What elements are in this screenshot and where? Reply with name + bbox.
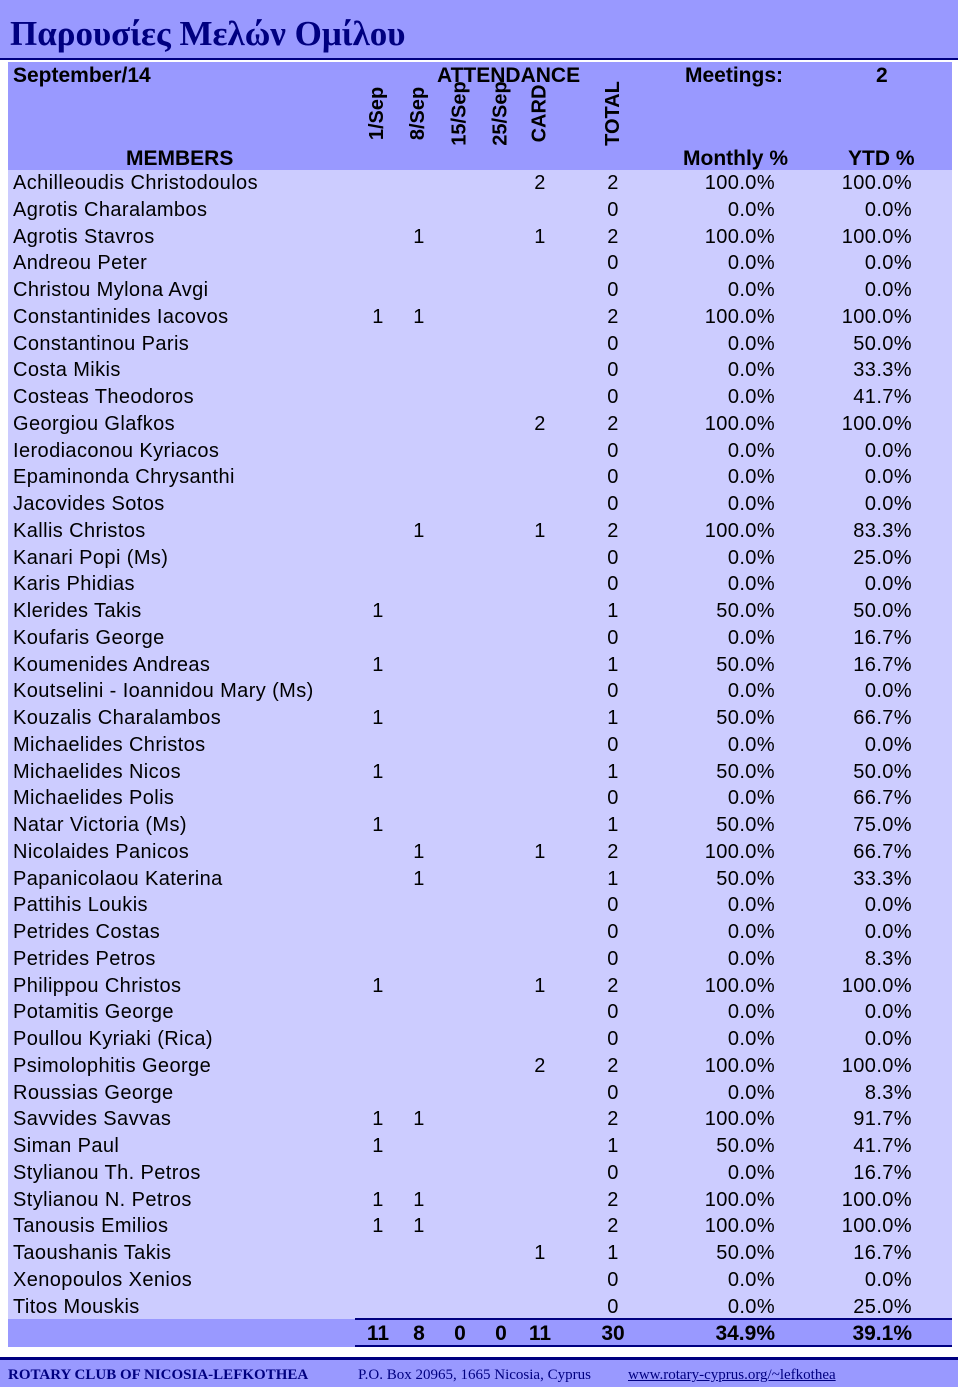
ytd-percent-cell: 41.7% bbox=[853, 386, 912, 408]
member-name: Costa Mikis bbox=[13, 359, 121, 382]
monthly-percent-cell: 0.0% bbox=[727, 947, 775, 970]
date-1-cell: 1 bbox=[372, 1108, 384, 1131]
member-name: Roussias George bbox=[13, 1081, 174, 1104]
date-column-header bbox=[445, 58, 475, 168]
ytd-percent-cell: 0.0% bbox=[864, 680, 912, 703]
ytd-percent-cell: 0.0% bbox=[864, 252, 912, 275]
table-row bbox=[0, 625, 960, 652]
monthly-percent-cell: 0.0% bbox=[727, 1268, 775, 1291]
table-row bbox=[0, 1160, 960, 1187]
ytd-percent-cell: 50.0% bbox=[853, 760, 912, 783]
total-cell: 2 bbox=[607, 172, 619, 194]
date-2-cell: 1 bbox=[413, 305, 425, 328]
monthly-percent-cell: 0.0% bbox=[727, 680, 775, 703]
monthly-percent-cell: 100.0% bbox=[704, 840, 775, 863]
table-row bbox=[0, 678, 960, 705]
ytd-percent-cell: 66.7% bbox=[853, 840, 912, 863]
monthly-percent-cell: 50.0% bbox=[716, 1242, 775, 1264]
card-cell: 2 bbox=[534, 1054, 546, 1077]
total-cell: 0 bbox=[607, 1081, 619, 1104]
total-date-2: 8 bbox=[413, 1322, 425, 1345]
date-1-cell: 1 bbox=[372, 814, 384, 836]
table-row bbox=[0, 1133, 960, 1160]
title-bar bbox=[0, 0, 958, 60]
date-1-cell: 1 bbox=[372, 653, 384, 676]
monthly-percent-cell: 0.0% bbox=[727, 439, 775, 462]
total-date-1: 11 bbox=[366, 1322, 390, 1345]
date-column-header bbox=[404, 58, 434, 168]
table-row bbox=[0, 759, 960, 786]
table-row bbox=[0, 411, 960, 438]
total-cell: 0 bbox=[607, 947, 619, 970]
date-column-header bbox=[486, 58, 516, 168]
total-cell: 2 bbox=[607, 1108, 619, 1131]
grand-total: 30 bbox=[601, 1322, 625, 1345]
member-name: Karis Phidias bbox=[13, 573, 135, 596]
member-name: Philippou Christos bbox=[13, 974, 182, 997]
meetings-count: 2 bbox=[876, 64, 888, 87]
table-row bbox=[0, 812, 960, 839]
ytd-percent-cell: 25.0% bbox=[853, 546, 912, 569]
member-name: Andreou Peter bbox=[13, 252, 148, 275]
members-column-header: MEMBERS bbox=[126, 147, 234, 170]
monthly-percent-cell: 100.0% bbox=[704, 412, 775, 435]
table-row bbox=[0, 1240, 960, 1267]
member-name: Kouzalis Charalambos bbox=[13, 707, 222, 729]
monthly-percent-cell: 0.0% bbox=[727, 1161, 775, 1184]
table-row bbox=[0, 866, 960, 893]
table-row bbox=[0, 197, 960, 224]
table-row bbox=[0, 919, 960, 946]
total-cell: 0 bbox=[607, 1028, 619, 1050]
total-cell: 0 bbox=[607, 279, 619, 301]
card-cell: 1 bbox=[534, 974, 546, 997]
ytd-percent-cell: 100.0% bbox=[841, 412, 912, 435]
member-name: Papanicolaou Katerina bbox=[13, 867, 223, 890]
total-cell: 1 bbox=[607, 707, 619, 729]
ytd-percent-cell: 100.0% bbox=[841, 305, 912, 328]
total-ytd-percent: 39.1% bbox=[852, 1322, 912, 1345]
table-row bbox=[0, 438, 960, 465]
member-name: Constantinou Paris bbox=[13, 332, 190, 355]
card-label: CARD bbox=[528, 84, 551, 142]
table-row bbox=[0, 170, 960, 197]
card-cell: 1 bbox=[534, 225, 546, 248]
table-row bbox=[0, 331, 960, 358]
total-cell: 2 bbox=[607, 305, 619, 328]
total-cell: 0 bbox=[607, 252, 619, 275]
ytd-percent-cell: 100.0% bbox=[841, 172, 912, 194]
total-cell: 1 bbox=[607, 814, 619, 836]
monthly-percent-cell: 0.0% bbox=[727, 1295, 775, 1318]
monthly-percent-cell: 0.0% bbox=[727, 733, 775, 756]
total-cell: 0 bbox=[607, 680, 619, 703]
total-cell: 0 bbox=[607, 921, 619, 943]
ytd-percent-cell: 8.3% bbox=[864, 1081, 912, 1104]
member-name: Michaelides Polis bbox=[13, 787, 175, 810]
member-name: Agrotis Charalambos bbox=[13, 198, 208, 221]
monthly-percent-cell: 50.0% bbox=[716, 600, 775, 622]
table-row bbox=[0, 652, 960, 679]
ytd-percent-cell: 16.7% bbox=[853, 653, 912, 676]
meetings-label: Meetings: bbox=[685, 64, 784, 87]
monthly-percent-cell: 0.0% bbox=[727, 252, 775, 275]
member-name: Xenopoulos Xenios bbox=[13, 1268, 193, 1291]
totals-row bbox=[0, 1320, 960, 1347]
totals-bottom-rule bbox=[355, 1345, 952, 1347]
ytd-percent-cell: 100.0% bbox=[841, 974, 912, 997]
ytd-percent-cell: 0.0% bbox=[864, 921, 912, 943]
monthly-percent-cell: 50.0% bbox=[716, 653, 775, 676]
monthly-percent-cell: 0.0% bbox=[727, 493, 775, 515]
table-row bbox=[0, 304, 960, 331]
total-cell: 0 bbox=[607, 332, 619, 355]
table-row bbox=[0, 1080, 960, 1107]
total-cell: 0 bbox=[607, 1268, 619, 1291]
total-cell: 2 bbox=[607, 225, 619, 248]
card-column-header bbox=[525, 58, 555, 168]
monthly-percent-cell: 100.0% bbox=[704, 519, 775, 542]
date-2-cell: 1 bbox=[413, 1108, 425, 1131]
member-name: Savvides Savvas bbox=[13, 1108, 172, 1131]
card-cell: 1 bbox=[534, 840, 546, 863]
total-card: 11 bbox=[528, 1322, 552, 1345]
monthly-percent-cell: 50.0% bbox=[716, 707, 775, 729]
member-name: Stylianou Th. Petros bbox=[13, 1161, 201, 1184]
monthly-percent-cell: 50.0% bbox=[716, 814, 775, 836]
monthly-percent-cell: 100.0% bbox=[704, 1054, 775, 1077]
total-cell: 1 bbox=[607, 760, 619, 783]
table-row bbox=[0, 357, 960, 384]
date-label: 15/Sep bbox=[448, 80, 471, 146]
ytd-percent-cell: 50.0% bbox=[853, 332, 912, 355]
monthly-percent-cell: 100.0% bbox=[704, 172, 775, 194]
date-1-cell: 1 bbox=[372, 1135, 384, 1157]
table-row bbox=[0, 892, 960, 919]
ytd-percent-cell: 33.3% bbox=[853, 359, 912, 382]
ytd-percent-cell: 16.7% bbox=[853, 1242, 912, 1264]
ytd-percent-cell: 0.0% bbox=[864, 894, 912, 917]
ytd-percent-cell: 0.0% bbox=[864, 1028, 912, 1050]
member-name: Ierodiaconou Kyriacos bbox=[13, 439, 220, 462]
member-name: Pattihis Loukis bbox=[13, 894, 148, 917]
ytd-percent-cell: 100.0% bbox=[841, 1054, 912, 1077]
monthly-percent-cell: 0.0% bbox=[727, 921, 775, 943]
total-cell: 0 bbox=[607, 787, 619, 810]
total-cell: 0 bbox=[607, 198, 619, 221]
member-name: Epaminonda Chrysanthi bbox=[13, 466, 235, 489]
monthly-percent-cell: 100.0% bbox=[704, 1215, 775, 1238]
total-cell: 0 bbox=[607, 386, 619, 408]
member-name: Kanari Popi (Ms) bbox=[13, 546, 169, 569]
date-1-cell: 1 bbox=[372, 974, 384, 997]
date-1-cell: 1 bbox=[372, 305, 384, 328]
ytd-percent-cell: 75.0% bbox=[853, 814, 912, 836]
monthly-percent-cell: 100.0% bbox=[704, 974, 775, 997]
monthly-percent-cell: 0.0% bbox=[727, 573, 775, 596]
member-name: Koumenides Andreas bbox=[13, 653, 211, 676]
monthly-percent-cell: 0.0% bbox=[727, 546, 775, 569]
member-name: Georgiou Glafkos bbox=[13, 412, 176, 435]
table-row bbox=[0, 973, 960, 1000]
date-1-cell: 1 bbox=[372, 600, 384, 622]
total-date-4: 0 bbox=[495, 1322, 507, 1345]
member-name: Nicolaides Panicos bbox=[13, 840, 190, 863]
total-cell: 0 bbox=[607, 466, 619, 489]
total-cell: 0 bbox=[607, 1295, 619, 1318]
club-address: P.O. Box 20965, 1665 Nicosia, Cyprus bbox=[358, 1367, 591, 1383]
website-link[interactable]: www.rotary-cyprus.org/~lefkothea bbox=[628, 1367, 836, 1383]
member-name: Natar Victoria (Ms) bbox=[13, 814, 187, 836]
table-row bbox=[0, 1294, 960, 1321]
total-date-3: 0 bbox=[454, 1322, 466, 1345]
card-cell: 2 bbox=[534, 172, 546, 194]
table-row bbox=[0, 785, 960, 812]
member-name: Koutselini - Ioannidou Mary (Ms) bbox=[13, 680, 314, 703]
table-row bbox=[0, 999, 960, 1026]
monthly-percent-column-header: Monthly % bbox=[683, 147, 788, 170]
ytd-percent-cell: 0.0% bbox=[864, 733, 912, 756]
total-cell: 2 bbox=[607, 412, 619, 435]
total-cell: 0 bbox=[607, 439, 619, 462]
total-cell: 2 bbox=[607, 1188, 619, 1211]
total-cell: 0 bbox=[607, 1161, 619, 1184]
monthly-percent-cell: 100.0% bbox=[704, 1108, 775, 1131]
date-1-cell: 1 bbox=[372, 707, 384, 729]
ytd-percent-cell: 0.0% bbox=[864, 279, 912, 301]
ytd-percent-cell: 0.0% bbox=[864, 466, 912, 489]
monthly-percent-cell: 100.0% bbox=[704, 225, 775, 248]
total-cell: 1 bbox=[607, 1135, 619, 1157]
table-row bbox=[0, 545, 960, 572]
monthly-percent-cell: 100.0% bbox=[704, 305, 775, 328]
table-row bbox=[0, 1187, 960, 1214]
monthly-percent-cell: 0.0% bbox=[727, 894, 775, 917]
total-cell: 2 bbox=[607, 519, 619, 542]
total-cell: 0 bbox=[607, 359, 619, 382]
member-name: Stylianou N. Petros bbox=[13, 1188, 192, 1211]
member-name: Petrides Costas bbox=[13, 921, 161, 943]
monthly-percent-cell: 0.0% bbox=[727, 1081, 775, 1104]
total-cell: 1 bbox=[607, 867, 619, 890]
date-1-cell: 1 bbox=[372, 760, 384, 783]
ytd-percent-cell: 0.0% bbox=[864, 493, 912, 515]
total-cell: 0 bbox=[607, 1001, 619, 1024]
total-cell: 0 bbox=[607, 894, 619, 917]
member-name: Siman Paul bbox=[13, 1135, 120, 1157]
member-name: Constantinides Iacovos bbox=[13, 305, 229, 328]
date-2-cell: 1 bbox=[413, 225, 425, 248]
table-row bbox=[0, 277, 960, 304]
table-row bbox=[0, 571, 960, 598]
card-cell: 2 bbox=[534, 412, 546, 435]
monthly-percent-cell: 50.0% bbox=[716, 1135, 775, 1157]
date-1-cell: 1 bbox=[372, 1188, 384, 1211]
ytd-percent-cell: 0.0% bbox=[864, 1001, 912, 1024]
table-row bbox=[0, 518, 960, 545]
member-name: Titos Mouskis bbox=[13, 1295, 140, 1318]
date-column-header bbox=[363, 58, 393, 168]
ytd-percent-cell: 91.7% bbox=[853, 1108, 912, 1131]
table-row bbox=[0, 1267, 960, 1294]
monthly-percent-cell: 0.0% bbox=[727, 386, 775, 408]
date-2-cell: 1 bbox=[413, 840, 425, 863]
date-label: 8/Sep bbox=[407, 86, 430, 140]
table-row bbox=[0, 839, 960, 866]
monthly-percent-cell: 0.0% bbox=[727, 1028, 775, 1050]
total-cell: 1 bbox=[607, 1242, 619, 1264]
member-name: Poullou Kyriaki (Rica) bbox=[13, 1028, 213, 1050]
monthly-percent-cell: 0.0% bbox=[727, 279, 775, 301]
date-2-cell: 1 bbox=[413, 867, 425, 890]
monthly-percent-cell: 0.0% bbox=[727, 626, 775, 649]
table-row bbox=[0, 224, 960, 251]
total-cell: 0 bbox=[607, 493, 619, 515]
monthly-percent-cell: 0.0% bbox=[727, 332, 775, 355]
member-name: Klerides Takis bbox=[13, 600, 142, 622]
total-cell: 2 bbox=[607, 1054, 619, 1077]
ytd-percent-cell: 25.0% bbox=[853, 1295, 912, 1318]
total-cell: 1 bbox=[607, 653, 619, 676]
member-name: Michaelides Nicos bbox=[13, 760, 181, 783]
member-name: Costeas Theodoros bbox=[13, 386, 194, 408]
monthly-percent-cell: 50.0% bbox=[716, 760, 775, 783]
table-row bbox=[0, 1106, 960, 1133]
ytd-percent-cell: 66.7% bbox=[853, 707, 912, 729]
footer bbox=[0, 1357, 958, 1387]
member-name: Psimolophitis George bbox=[13, 1054, 212, 1077]
table-row bbox=[0, 705, 960, 732]
monthly-percent-cell: 0.0% bbox=[727, 359, 775, 382]
member-name: Jacovides Sotos bbox=[13, 493, 165, 515]
total-cell: 1 bbox=[607, 600, 619, 622]
member-name: Christou Mylona Avgi bbox=[13, 279, 209, 301]
ytd-percent-cell: 50.0% bbox=[853, 600, 912, 622]
total-cell: 0 bbox=[607, 733, 619, 756]
date-2-cell: 1 bbox=[413, 519, 425, 542]
page-title: Παρουσίες Μελών Ομίλου bbox=[10, 14, 406, 53]
ytd-percent-cell: 83.3% bbox=[853, 519, 912, 542]
date-label: 25/Sep bbox=[489, 80, 512, 146]
monthly-percent-cell: 50.0% bbox=[716, 867, 775, 890]
member-name: Koufaris George bbox=[13, 626, 165, 649]
attendance-label: ATTENDANCE bbox=[437, 64, 581, 87]
table-row bbox=[0, 1026, 960, 1053]
member-name: Achilleoudis Christodoulos bbox=[13, 172, 258, 194]
ytd-percent-cell: 0.0% bbox=[864, 439, 912, 462]
ytd-percent-cell: 8.3% bbox=[864, 947, 912, 970]
member-name: Michaelides Christos bbox=[13, 733, 206, 756]
ytd-percent-cell: 41.7% bbox=[853, 1135, 912, 1157]
table-row bbox=[0, 384, 960, 411]
table-row bbox=[0, 1053, 960, 1080]
date-1-cell: 1 bbox=[372, 1215, 384, 1238]
total-cell: 2 bbox=[607, 840, 619, 863]
total-cell: 0 bbox=[607, 626, 619, 649]
total-column-header bbox=[598, 58, 628, 168]
ytd-percent-column-header: YTD % bbox=[848, 147, 915, 170]
ytd-percent-cell: 0.0% bbox=[864, 198, 912, 221]
card-cell: 1 bbox=[534, 519, 546, 542]
monthly-percent-cell: 0.0% bbox=[727, 466, 775, 489]
total-cell: 2 bbox=[607, 974, 619, 997]
ytd-percent-cell: 0.0% bbox=[864, 573, 912, 596]
ytd-percent-cell: 16.7% bbox=[853, 1161, 912, 1184]
total-monthly-percent: 34.9% bbox=[715, 1322, 775, 1345]
card-cell: 1 bbox=[534, 1242, 546, 1264]
ytd-percent-cell: 16.7% bbox=[853, 626, 912, 649]
ytd-percent-cell: 100.0% bbox=[841, 1215, 912, 1238]
member-rows bbox=[0, 170, 960, 1320]
member-name: Tanousis Emilios bbox=[13, 1215, 169, 1238]
table-row bbox=[0, 1213, 960, 1240]
ytd-percent-cell: 100.0% bbox=[841, 225, 912, 248]
ytd-percent-cell: 66.7% bbox=[853, 787, 912, 810]
member-name: Kallis Christos bbox=[13, 519, 146, 542]
total-cell: 2 bbox=[607, 1215, 619, 1238]
monthly-percent-cell: 0.0% bbox=[727, 1001, 775, 1024]
total-cell: 0 bbox=[607, 573, 619, 596]
monthly-percent-cell: 0.0% bbox=[727, 787, 775, 810]
monthly-percent-cell: 0.0% bbox=[727, 198, 775, 221]
date-2-cell: 1 bbox=[413, 1215, 425, 1238]
ytd-percent-cell: 100.0% bbox=[841, 1188, 912, 1211]
month-label: September/14 bbox=[13, 64, 151, 87]
date-2-cell: 1 bbox=[413, 1188, 425, 1211]
ytd-percent-cell: 0.0% bbox=[864, 1268, 912, 1291]
member-name: Agrotis Stavros bbox=[13, 225, 155, 248]
member-name: Taoushanis Takis bbox=[13, 1242, 172, 1264]
table-row bbox=[0, 598, 960, 625]
member-name: Potamitis George bbox=[13, 1001, 174, 1024]
table-row bbox=[0, 464, 960, 491]
table-row bbox=[0, 491, 960, 518]
monthly-percent-cell: 100.0% bbox=[704, 1188, 775, 1211]
total-label: TOTAL bbox=[601, 80, 624, 146]
total-cell: 0 bbox=[607, 546, 619, 569]
table-row bbox=[0, 250, 960, 277]
member-name: Petrides Petros bbox=[13, 947, 156, 970]
table-row bbox=[0, 946, 960, 973]
ytd-percent-cell: 33.3% bbox=[853, 867, 912, 890]
table-row bbox=[0, 732, 960, 759]
date-label: 1/Sep bbox=[366, 86, 389, 140]
club-name: ROTARY CLUB OF NICOSIA-LEFKOTHEA bbox=[8, 1367, 309, 1383]
